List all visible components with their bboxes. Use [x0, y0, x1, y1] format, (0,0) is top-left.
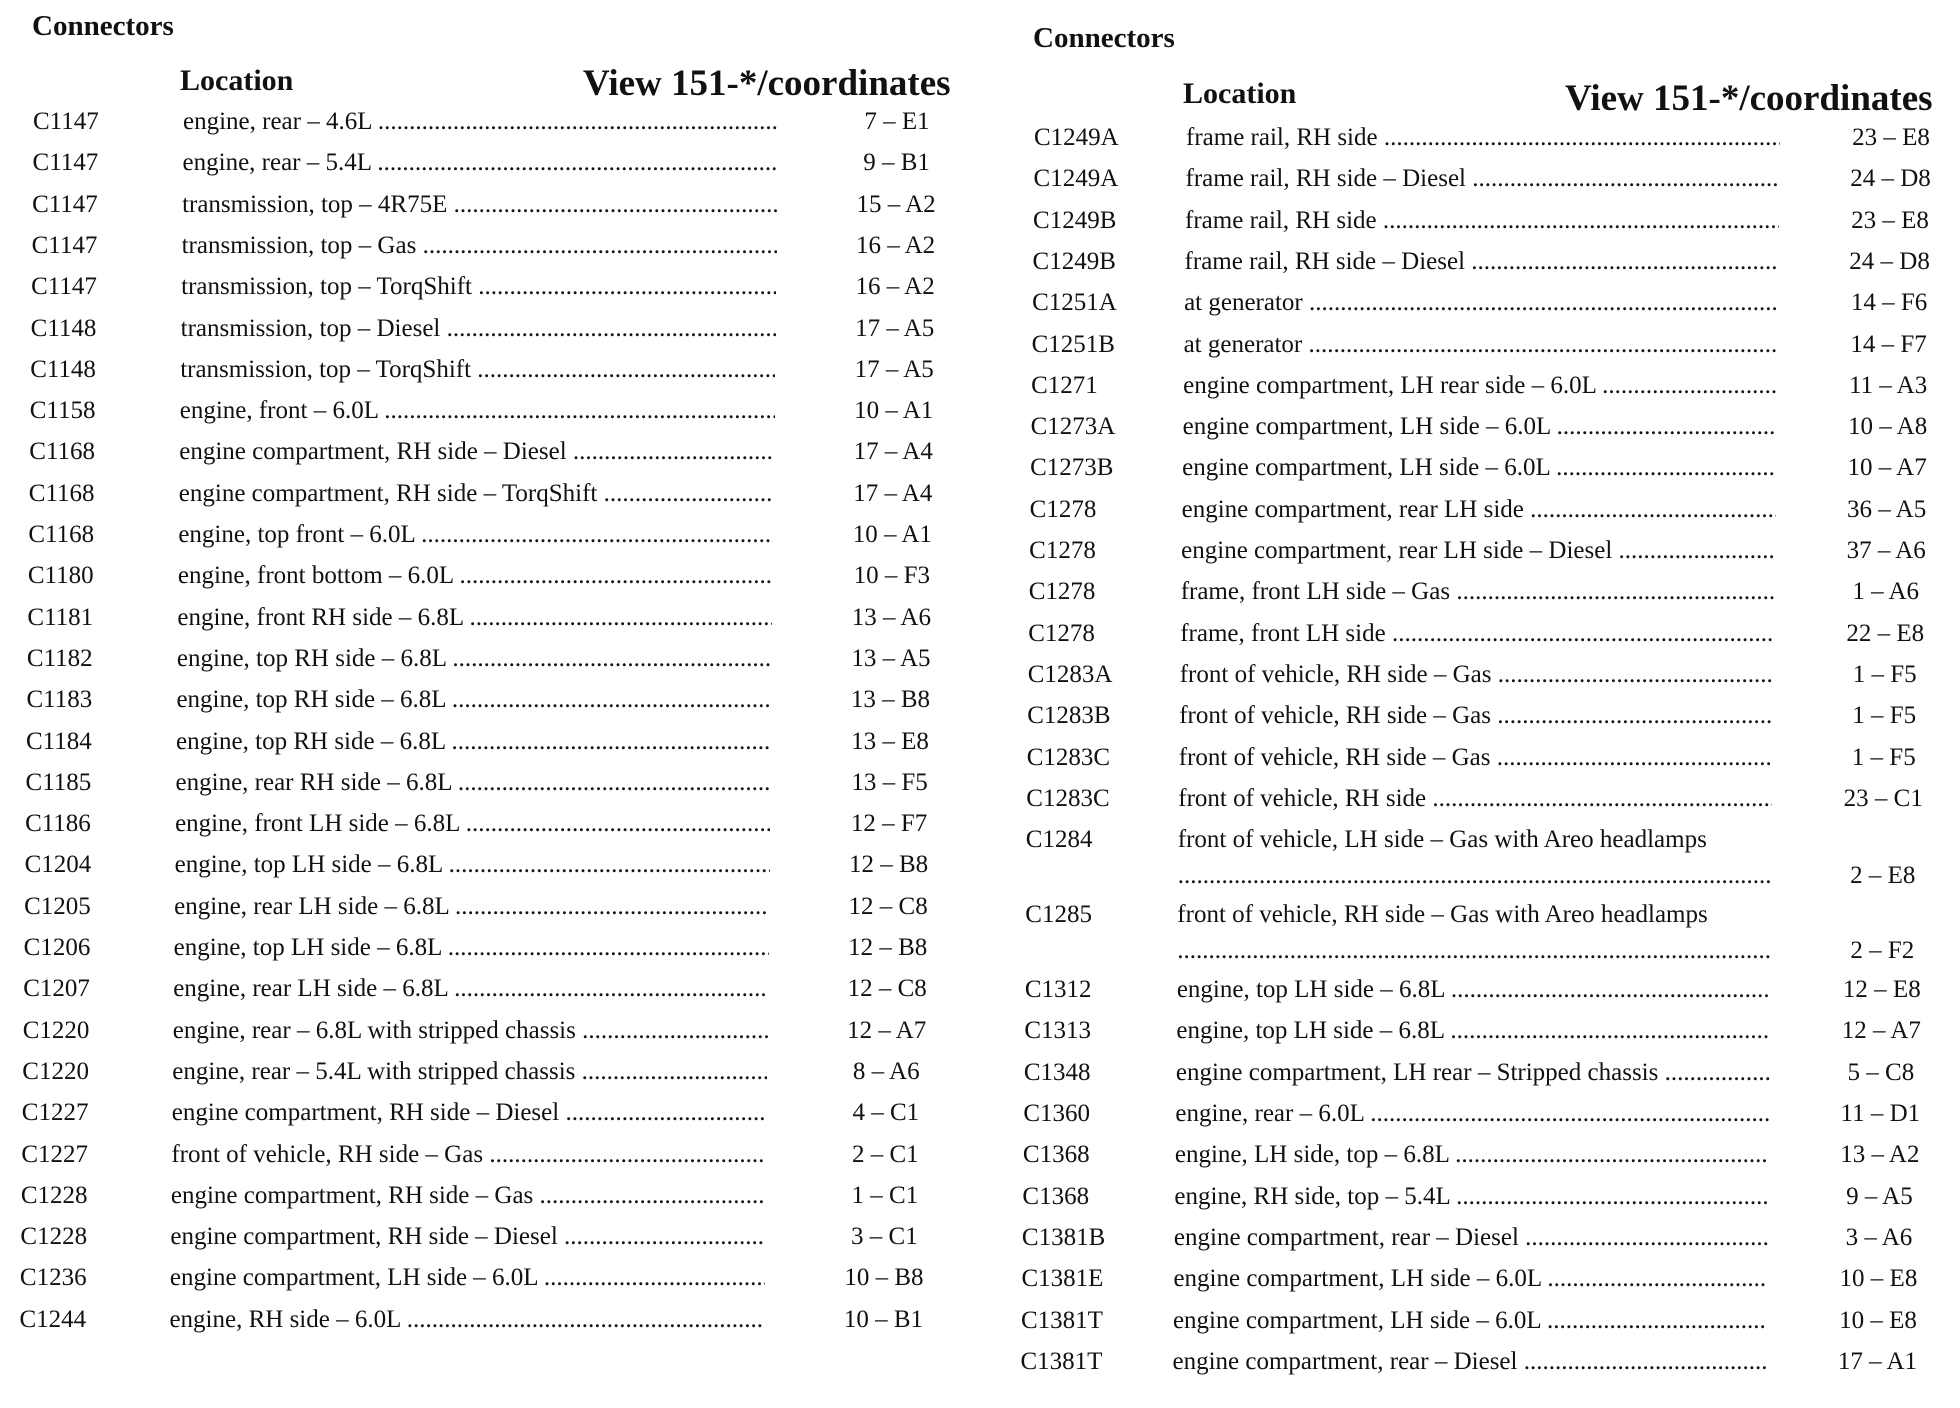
table-row — [1020, 207, 1960, 237]
connector-id: C1283B — [1027, 702, 1111, 730]
table-row — [0, 1099, 985, 1129]
connector-id: C1148 — [30, 314, 97, 342]
connector-id: C1249B — [1033, 206, 1117, 234]
connector-id: C1180 — [27, 562, 94, 590]
connector-id: C1368 — [1022, 1141, 1090, 1169]
table-row — [0, 1017, 985, 1047]
connector-location: engine, front RH side – 6.8L ..... — [177, 604, 772, 632]
table-row — [0, 1058, 985, 1088]
table-row — [1020, 826, 1960, 892]
connector-id: C1181 — [27, 603, 94, 631]
view-coordinate: 22 – E8 — [1846, 619, 1925, 647]
view-coordinate: 10 – B1 — [843, 1305, 924, 1333]
view-coordinate: 13 – B8 — [850, 686, 931, 714]
table-row — [1020, 976, 1960, 1006]
connector-id: C1220 — [22, 1016, 90, 1044]
table-row — [0, 480, 985, 510]
leader-dots — [1177, 937, 1771, 965]
view-coordinate: 1 – F5 — [1851, 743, 1916, 771]
connector-id: C1182 — [26, 644, 93, 672]
connector-id: C1278 — [1029, 537, 1096, 564]
table-row — [1020, 1307, 1960, 1337]
view-coordinate: 24 – D8 — [1849, 247, 1930, 275]
right-location-header: Location — [1183, 77, 1297, 110]
connector-id: C1283C — [1026, 743, 1111, 771]
view-coordinate: 12 – B8 — [848, 934, 928, 961]
connector-id: C1381B — [1021, 1223, 1106, 1251]
table-row — [1020, 331, 1960, 361]
connector-location: frame rail, RH side – Diesel ..... — [1185, 248, 1779, 276]
table-row — [1020, 1017, 1960, 1047]
view-coordinate: 17 – A5 — [855, 314, 935, 342]
view-coordinate: 17 – A4 — [853, 479, 933, 507]
view-coordinate: 3 – C1 — [851, 1223, 918, 1251]
view-coordinate: 36 – A5 — [1847, 495, 1927, 523]
connector-location: engine compartment, rear – Diesel ..... — [1172, 1348, 1766, 1376]
view-coordinate: 16 – A2 — [855, 273, 935, 301]
connector-location: engine, top front – 6.0L ..... — [178, 521, 773, 549]
table-row — [0, 728, 985, 758]
view-coordinate: 2 – F2 — [1850, 937, 1915, 965]
view-coordinate: 10 – B8 — [844, 1264, 924, 1292]
table-row — [1020, 744, 1960, 774]
table-row — [1020, 1348, 1960, 1378]
table-row — [0, 934, 985, 964]
connector-location: engine compartment, LH rear side – 6.0L ..... — [1183, 372, 1777, 400]
view-coordinate: 7 – E1 — [864, 108, 930, 135]
table-row — [1020, 413, 1960, 443]
connector-location: engine compartment, RH side – Diesel ..... — [172, 1099, 767, 1127]
connector-id: C1348 — [1023, 1058, 1091, 1086]
view-coordinate: 9 – A5 — [1846, 1182, 1913, 1210]
connector-location: engine, rear – 5.4L with stripped chassis ..... — [172, 1058, 767, 1086]
table-row — [0, 149, 985, 179]
connector-location: engine compartment, LH side – 6.0L ..... — [1173, 1307, 1767, 1335]
view-coordinate: 16 – A2 — [856, 231, 936, 259]
connector-location: engine compartment, LH side – 6.0L ..... — [170, 1264, 765, 1292]
view-coordinate: 1 – F5 — [1852, 660, 1917, 688]
connector-location: engine compartment, LH side – 6.0L ..... — [1183, 413, 1777, 441]
table-row — [1020, 372, 1960, 402]
connector-location: engine, rear RH side – 6.8L ..... — [176, 769, 771, 797]
view-coordinate: 10 – A1 — [854, 397, 934, 425]
connector-location: front of vehicle, RH side – Gas ..... — [1179, 702, 1773, 730]
connector-id: C1168 — [29, 438, 96, 466]
table-row — [0, 356, 985, 386]
connector-id: C1381E — [1021, 1265, 1104, 1293]
table-row — [1020, 124, 1960, 154]
connector-id: C1227 — [21, 1140, 89, 1168]
connector-location: engine, rear LH side – 6.8L ..... — [174, 893, 769, 921]
view-coordinate: 4 – C1 — [852, 1099, 920, 1127]
connector-id: C1168 — [28, 521, 95, 548]
table-row — [1020, 785, 1960, 815]
view-coordinate: 10 – A1 — [852, 521, 932, 548]
table-row — [0, 604, 985, 634]
view-coordinate: 8 – A6 — [852, 1057, 920, 1085]
connector-id: C1249A — [1033, 165, 1119, 193]
connector-id: C1273B — [1030, 454, 1114, 482]
view-coordinate: 13 – A5 — [851, 644, 931, 672]
view-coordinate: 1 – F5 — [1852, 702, 1917, 730]
right-heading: Connectors — [1033, 22, 1175, 54]
view-coordinate: 13 – E8 — [851, 727, 929, 755]
connector-id: C1184 — [26, 727, 92, 755]
table-row — [1020, 165, 1960, 195]
connector-location: engine, rear LH side – 6.8L ..... — [173, 975, 768, 1003]
connector-id: C1147 — [31, 273, 97, 301]
view-coordinate: 2 – C1 — [851, 1140, 919, 1168]
table-row — [1020, 1100, 1960, 1130]
view-coordinate: 3 – A6 — [1845, 1223, 1913, 1251]
connector-location: engine, rear – 4.6L ..... — [183, 108, 778, 136]
table-row — [0, 1306, 985, 1336]
view-coordinate: 12 – C8 — [847, 975, 927, 1003]
connector-location: front of vehicle, RH side – Gas ..... — [1180, 661, 1774, 689]
view-coordinate: 12 – A7 — [847, 1016, 927, 1044]
connector-id: C1236 — [19, 1264, 87, 1292]
connector-location: frame rail, RH side – Diesel ..... — [1186, 165, 1780, 193]
connector-id: C1205 — [24, 892, 91, 920]
view-coordinate: 13 – A6 — [851, 603, 931, 631]
connector-id: C1148 — [30, 355, 96, 383]
connector-location: engine, top RH side – 6.8L ..... — [176, 686, 771, 714]
view-coordinate: 23 – C1 — [1843, 784, 1923, 812]
connector-id: C1381T — [1020, 1306, 1103, 1334]
table-row — [1020, 496, 1960, 526]
connector-location: frame rail, RH side ..... — [1185, 207, 1779, 235]
table-row — [1020, 901, 1960, 967]
connector-location: engine, RH side – 6.0L ..... — [169, 1306, 764, 1334]
connector-id: C1284 — [1025, 826, 1093, 854]
connector-id: C1228 — [20, 1181, 88, 1209]
table-row — [0, 521, 985, 551]
table-row — [0, 893, 985, 923]
table-row — [0, 851, 985, 881]
connector-location: engine, LH side, top – 6.8L ..... — [1175, 1141, 1769, 1169]
table-row — [0, 315, 985, 345]
table-row — [1020, 454, 1960, 484]
table-row — [0, 769, 985, 799]
view-coordinate: 13 – F5 — [851, 768, 928, 796]
connector-id: C1273A — [1030, 413, 1116, 441]
connector-id: C1147 — [31, 231, 98, 259]
table-row — [1020, 1183, 1960, 1213]
table-row — [1020, 578, 1960, 608]
connector-id: C1285 — [1025, 901, 1092, 929]
connector-location: engine, rear – 6.0L ..... — [1175, 1100, 1769, 1128]
table-row — [1020, 1059, 1960, 1089]
connector-id: C1168 — [28, 479, 95, 507]
connector-location: front of vehicle, RH side – Gas with Areo headlamps — [1177, 901, 1708, 929]
connector-location: engine compartment, rear LH side – Diesel ..... — [1181, 537, 1775, 565]
connector-location: engine, top LH side – 6.8L ..... — [174, 934, 769, 962]
connector-location: frame, front LH side – Gas ..... — [1181, 578, 1775, 606]
connector-location: engine compartment, RH side – Diesel ..... — [179, 438, 774, 466]
connector-id: C1227 — [21, 1099, 89, 1127]
table-row — [0, 232, 985, 262]
connector-location: frame, front LH side ..... — [1180, 620, 1774, 648]
view-coordinate: 12 – A7 — [1841, 1017, 1921, 1045]
view-coordinate: 24 – D8 — [1850, 165, 1931, 193]
connector-location: engine, rear – 5.4L ..... — [183, 149, 778, 177]
view-coordinate: 14 – F6 — [1850, 289, 1928, 317]
table-row — [0, 273, 985, 303]
connector-location: engine, front – 6.0L ..... — [180, 397, 775, 425]
connector-location: frame rail, RH side ..... — [1186, 124, 1780, 152]
connector-location: engine, top RH side – 6.8L ..... — [176, 728, 771, 756]
connector-location: engine, RH side, top – 5.4L ..... — [1174, 1183, 1768, 1211]
connector-id: C1183 — [26, 686, 93, 714]
view-coordinate: 11 – A3 — [1848, 371, 1928, 399]
view-coordinate: 12 – B8 — [849, 851, 929, 879]
connector-id: C1249B — [1032, 247, 1116, 275]
connector-id: C1251B — [1031, 330, 1115, 358]
table-row — [1020, 537, 1960, 567]
view-coordinate: 13 – A2 — [1840, 1141, 1920, 1169]
connector-id: C1360 — [1023, 1100, 1091, 1127]
table-row — [1020, 1265, 1960, 1295]
view-coordinate: 1 – C1 — [851, 1181, 919, 1209]
table-row — [0, 1182, 985, 1212]
connector-id: C1206 — [23, 934, 91, 961]
connector-location: transmission, top – TorqShift ..... — [180, 356, 775, 384]
connector-location: at generator ..... — [1184, 289, 1778, 317]
connector-id: C1283A — [1027, 660, 1113, 688]
view-coordinate: 2 – E8 — [1850, 862, 1916, 890]
connector-location: engine, top LH side – 6.8L ..... — [175, 851, 770, 879]
connector-location: engine compartment, RH side – Gas ..... — [171, 1182, 766, 1210]
table-row — [0, 562, 985, 592]
connector-location: engine, front LH side – 6.8L ..... — [175, 810, 770, 838]
connector-id: C1147 — [32, 149, 99, 177]
connector-location: engine, front bottom – 6.0L ..... — [178, 562, 773, 590]
view-coordinate: 17 – A1 — [1837, 1347, 1918, 1375]
connector-id: C1381T — [1020, 1347, 1103, 1375]
connector-id: C1147 — [32, 190, 98, 218]
left-location-header: Location — [180, 64, 294, 97]
table-row — [1020, 702, 1960, 732]
table-row — [1020, 1141, 1960, 1171]
right-view-header: View 151-*/coordinates — [1565, 78, 1933, 119]
view-coordinate: 9 – B1 — [863, 149, 930, 177]
table-row — [0, 810, 985, 840]
view-coordinate: 12 – F7 — [850, 810, 928, 838]
view-coordinate: 12 – E8 — [1842, 976, 1921, 1004]
connector-id: C1207 — [23, 975, 90, 1003]
left-heading: Connectors — [32, 10, 174, 42]
connector-location: engine, top LH side – 6.8L ..... — [1176, 1017, 1770, 1045]
view-coordinate: 11 – D1 — [1840, 1100, 1921, 1127]
view-coordinate: 10 – A7 — [1847, 454, 1927, 482]
table-row — [0, 438, 985, 468]
view-coordinate: 5 – C8 — [1847, 1058, 1915, 1086]
connector-location: transmission, top – 4R75E ..... — [182, 191, 777, 219]
connector-location: transmission, top – Diesel ..... — [181, 315, 776, 343]
connector-id: C1313 — [1024, 1017, 1092, 1045]
leader-dots — [1178, 862, 1772, 890]
view-coordinate: 23 – E8 — [1851, 206, 1929, 234]
view-coordinate: 10 – E8 — [1839, 1265, 1918, 1293]
connector-id: C1278 — [1029, 495, 1097, 523]
table-row — [0, 975, 985, 1005]
view-coordinate: 10 – F3 — [853, 562, 931, 590]
connector-location: engine compartment, RH side – Diesel ..... — [170, 1223, 765, 1251]
view-coordinate: 23 – E8 — [1852, 124, 1930, 151]
connector-id: C1283C — [1026, 784, 1110, 812]
view-coordinate: 37 – A6 — [1846, 537, 1926, 564]
view-coordinate: 10 – E8 — [1839, 1306, 1917, 1334]
connector-location: engine, rear – 6.8L with stripped chassis ..... — [173, 1017, 768, 1045]
connector-location: front of vehicle, RH side ..... — [1178, 785, 1772, 813]
connector-id: C1312 — [1024, 976, 1092, 1004]
connector-id: C1244 — [19, 1305, 87, 1333]
left-view-header: View 151-*/coordinates — [583, 63, 951, 104]
connector-id: C1185 — [25, 768, 92, 796]
connector-id: C1204 — [24, 851, 92, 879]
view-coordinate: 1 – A6 — [1852, 578, 1920, 606]
connector-id: C1186 — [25, 810, 91, 838]
connector-location: engine compartment, LH side – 6.0L ..... — [1182, 454, 1776, 482]
connector-location: transmission, top – TorqShift ..... — [181, 273, 776, 301]
connector-id: C1278 — [1028, 578, 1096, 606]
view-coordinate: 12 – C8 — [848, 892, 928, 920]
view-coordinate: 14 – F7 — [1850, 330, 1927, 358]
connector-id: C1249A — [1034, 124, 1119, 151]
connector-id: C1278 — [1028, 619, 1095, 647]
table-row — [1020, 1224, 1960, 1254]
connector-location: front of vehicle, LH side – Gas with Areo headlamps — [1177, 826, 1707, 854]
table-row — [0, 397, 985, 427]
table-row — [1020, 620, 1960, 650]
connector-location: engine compartment, LH side – 6.0L ..... — [1173, 1265, 1767, 1293]
view-coordinate: 10 – A8 — [1848, 413, 1928, 441]
table-row — [0, 686, 985, 716]
table-row — [0, 645, 985, 675]
connector-id: C1251A — [1032, 289, 1117, 317]
connector-location: at generator ..... — [1184, 331, 1778, 359]
connector-location: engine, top LH side – 6.8L ..... — [1177, 976, 1771, 1004]
connector-location: engine compartment, rear LH side ..... — [1182, 496, 1776, 524]
table-row — [1020, 289, 1960, 319]
table-row — [0, 191, 985, 221]
connector-location: front of vehicle, RH side – Gas ..... — [171, 1141, 766, 1169]
connector-location: engine compartment, RH side – TorqShift ..... — [179, 480, 774, 508]
connector-location: front of vehicle, RH side – Gas ..... — [1179, 744, 1773, 772]
connector-id: C1368 — [1022, 1182, 1090, 1210]
connector-id: C1220 — [22, 1057, 89, 1085]
connector-id: C1147 — [33, 108, 99, 135]
table-row — [0, 1264, 985, 1294]
connector-id: C1228 — [20, 1223, 88, 1251]
connector-id: C1271 — [1031, 371, 1098, 399]
connector-location: engine compartment, rear – Diesel ..... — [1174, 1224, 1768, 1252]
view-coordinate: 15 – A2 — [856, 190, 936, 218]
connector-location: transmission, top – Gas ..... — [182, 232, 777, 260]
connector-location: engine compartment, LH rear – Stripped chassis ..... — [1176, 1059, 1770, 1087]
table-row — [0, 108, 985, 138]
table-row — [0, 1223, 985, 1253]
table-row — [1020, 661, 1960, 691]
table-row — [0, 1141, 985, 1171]
connector-id: C1158 — [29, 397, 96, 425]
view-coordinate: 17 – A5 — [854, 355, 934, 383]
table-row — [1020, 248, 1960, 278]
connector-location: engine, top RH side – 6.8L ..... — [177, 645, 772, 673]
view-coordinate: 17 – A4 — [853, 438, 933, 466]
